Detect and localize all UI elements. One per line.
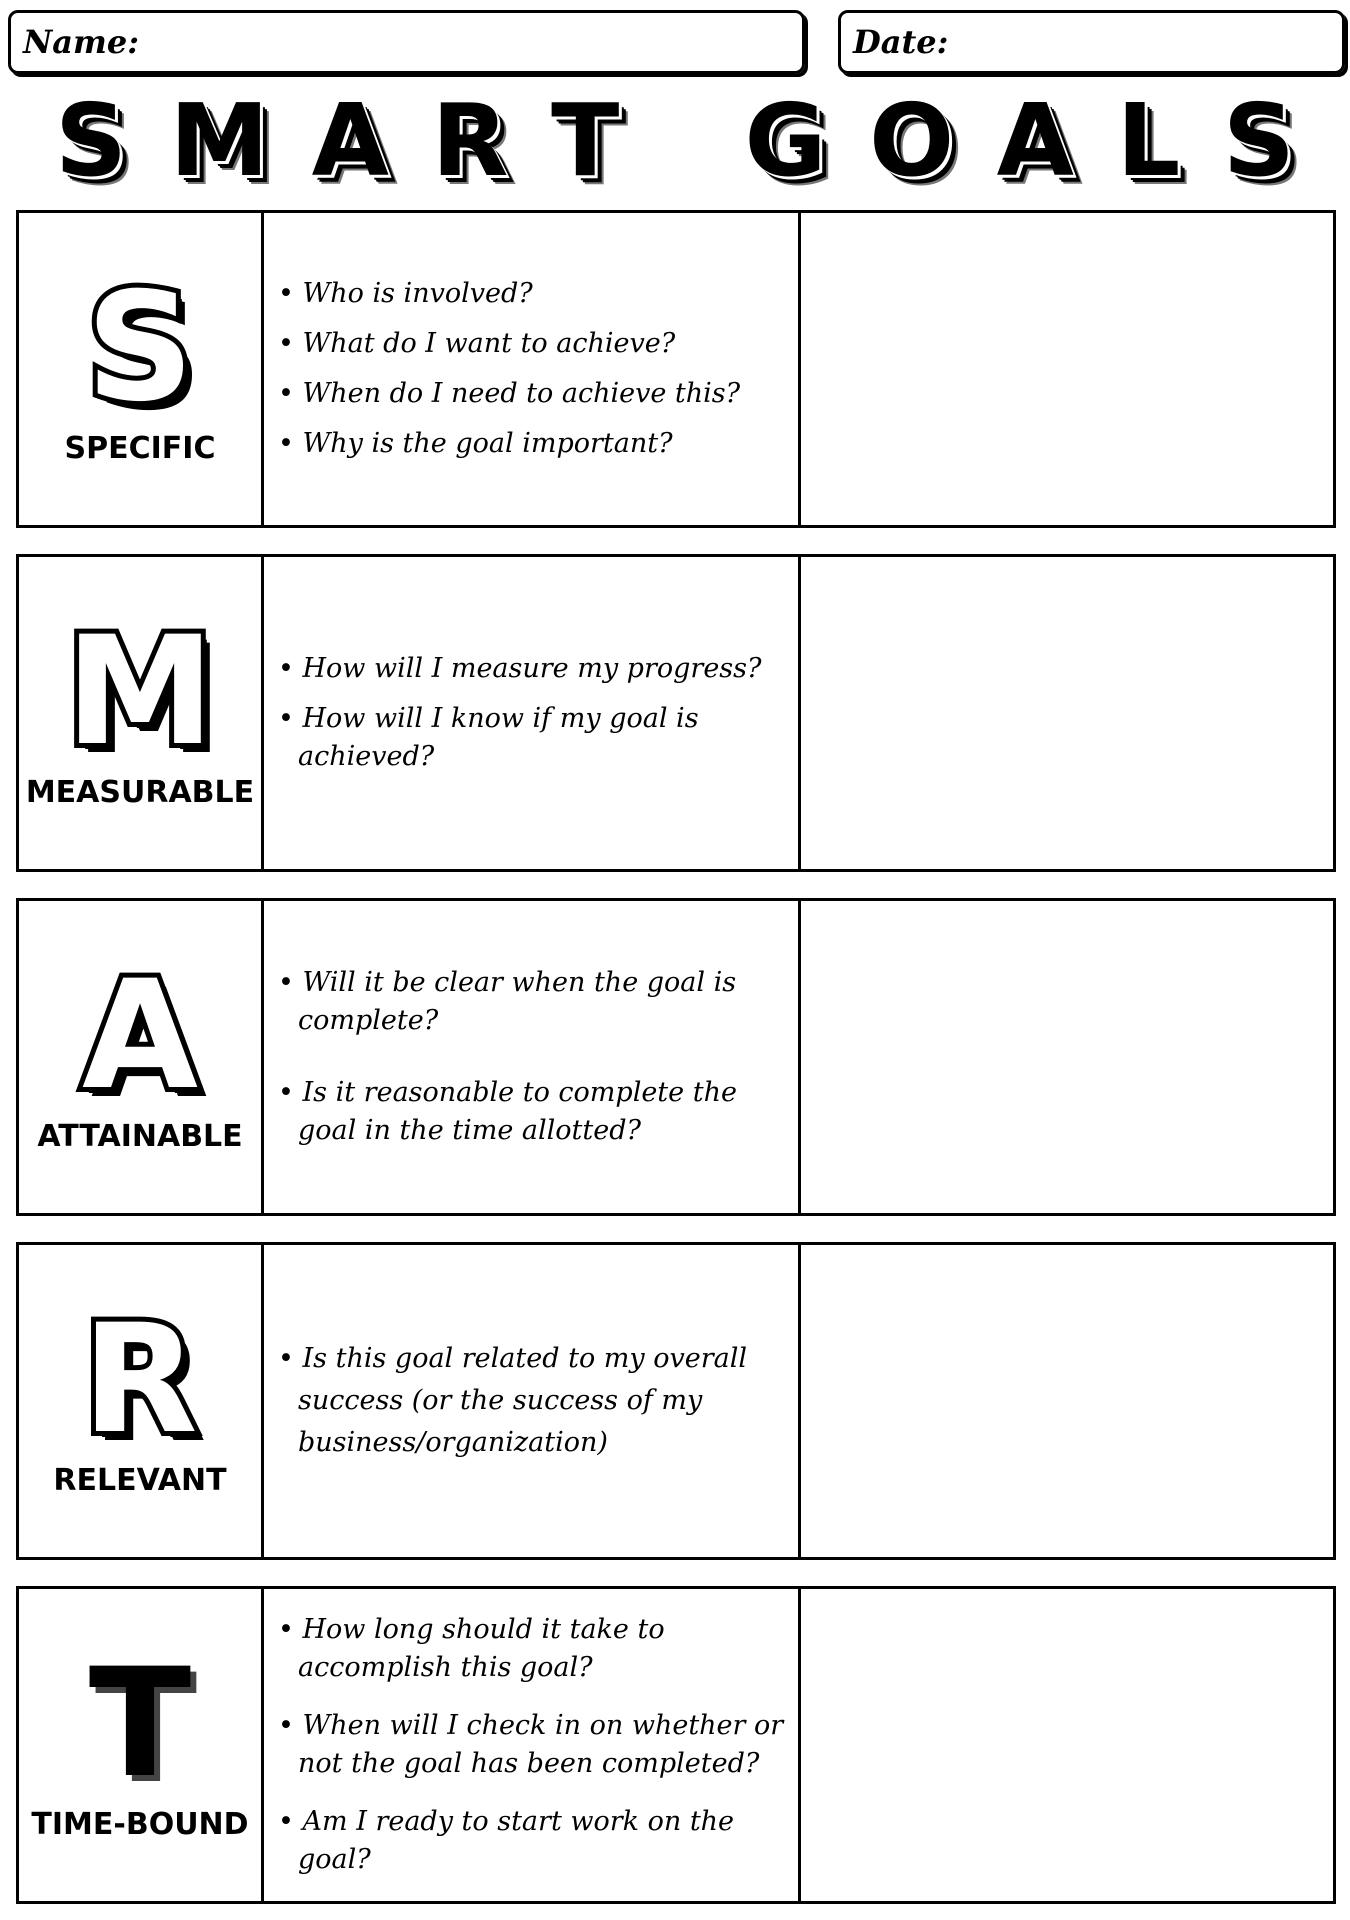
question-item: • Why is the goal important? bbox=[278, 428, 673, 459]
question-item: • Is this goal related to my overall success (or the success of my business/organization) bbox=[278, 1343, 747, 1458]
question-item: • Will it be clear when the goal is complete? bbox=[278, 967, 737, 1036]
title-letter: M bbox=[169, 82, 270, 199]
question-item: • What do I want to achieve? bbox=[278, 328, 676, 359]
title-letter: L bbox=[1116, 82, 1181, 199]
word-label: ATTAINABLE bbox=[37, 1118, 243, 1154]
title-letter: A bbox=[996, 82, 1075, 199]
goal-row-measurable bbox=[16, 554, 1336, 872]
question-item: • How will I measure my progress? bbox=[278, 653, 762, 684]
name-label: Name: bbox=[23, 23, 140, 61]
question-item: • Who is involved? bbox=[278, 278, 533, 309]
word-label: SPECIFIC bbox=[64, 430, 216, 466]
word-label: RELEVANT bbox=[53, 1462, 227, 1498]
big-letter-t: T bbox=[88, 1636, 192, 1811]
goal-row-time-bound bbox=[16, 1586, 1336, 1904]
answer-cell[interactable] bbox=[801, 557, 1333, 869]
name-field[interactable] bbox=[8, 10, 805, 74]
title-letter: G bbox=[744, 82, 827, 199]
title-letter: R bbox=[431, 82, 509, 199]
answer-cell[interactable] bbox=[801, 1245, 1333, 1557]
title-letter: O bbox=[869, 82, 955, 199]
questions-cell bbox=[264, 1245, 801, 1557]
big-letter-m: M bbox=[65, 604, 215, 779]
question-item: • How long should it take to accomplish this goal? bbox=[278, 1614, 665, 1683]
question-item: • When will I check in on whether or not the goal has been completed? bbox=[278, 1710, 784, 1779]
big-letter-s: S bbox=[85, 260, 195, 435]
answer-cell[interactable] bbox=[801, 1589, 1333, 1901]
answer-cell[interactable] bbox=[801, 213, 1333, 525]
question-item: • How will I know if my goal is achieved? bbox=[278, 703, 699, 772]
question-item: • Is it reasonable to complete the goal in the time allotted? bbox=[278, 1077, 737, 1146]
title-letter: S bbox=[1222, 82, 1295, 199]
questions-cell bbox=[264, 1589, 801, 1901]
letter-cell bbox=[19, 1589, 264, 1901]
title-letter: A bbox=[311, 82, 390, 199]
date-field[interactable] bbox=[838, 10, 1345, 74]
goal-row-attainable bbox=[16, 898, 1336, 1216]
questions-cell bbox=[264, 901, 801, 1213]
goal-row-relevant bbox=[16, 1242, 1336, 1560]
page-title bbox=[55, 82, 1295, 199]
date-label: Date: bbox=[853, 23, 949, 61]
letter-cell bbox=[19, 1245, 264, 1557]
goal-row-specific bbox=[16, 210, 1336, 528]
question-item: • When do I need to achieve this? bbox=[278, 378, 741, 409]
letter-cell bbox=[19, 901, 264, 1213]
letter-cell bbox=[19, 213, 264, 525]
answer-cell[interactable] bbox=[801, 901, 1333, 1213]
questions-cell bbox=[264, 213, 801, 525]
word-label: MEASURABLE bbox=[25, 774, 255, 810]
letter-cell bbox=[19, 557, 264, 869]
title-letter: T bbox=[551, 82, 620, 199]
title-letter: S bbox=[55, 82, 128, 199]
question-item: • Am I ready to start work on the goal? bbox=[278, 1806, 735, 1875]
word-label: TIME-BOUND bbox=[31, 1806, 249, 1842]
questions-cell bbox=[264, 557, 801, 869]
big-letter-r: R bbox=[82, 1292, 198, 1467]
big-letter-a: A bbox=[81, 948, 199, 1123]
